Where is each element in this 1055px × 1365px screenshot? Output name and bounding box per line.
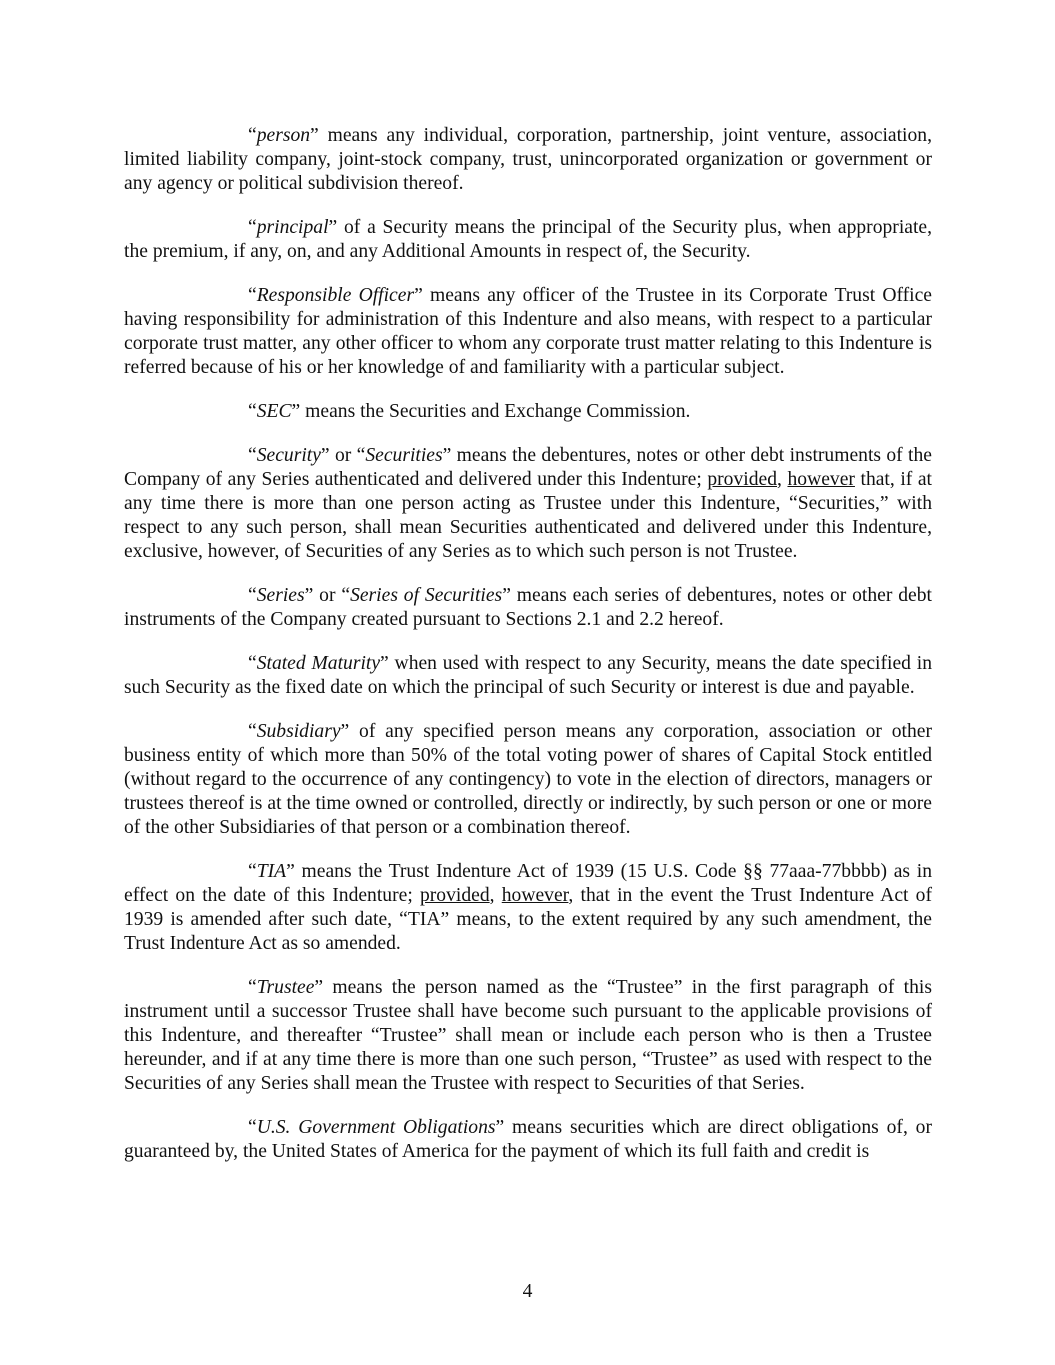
definition-series: “Series” or “Series of Securities” means each series of debentures, notes or other debt instruments of the Company created pursuant to Sections 2.1 and 2.2 hereof.: [124, 585, 932, 630]
definition-security: “Security” or “Securities” means the debentures, notes or other debt instruments of the Company of any Series authenticated and delivered under this Indenture; provided, however that, if at any time there is more than one person acting as Trustee under this Indenture, “Securities,” with respect to any such person, shall mean Securities authenticated and delivered under this Indenture, exclusive, however, of Securities of any Series as to which such person is not Trustee.: [124, 445, 933, 562]
punctuation: ,: [777, 469, 788, 490]
definition-text: means the Securities and Exchange Commission.: [300, 401, 691, 422]
document-page: [124, 124, 932, 1184]
underlined-proviso: however: [501, 885, 569, 906]
defined-term: Stated Maturity: [256, 653, 381, 674]
defined-term: Trustee: [256, 977, 315, 998]
definition-subsidiary: “Subsidiary” of any specified person means any corporation, association or other business entity of which more than 50% of the total voting power of shares of Capital Stock entitled (without regard to the occurrence of any contingency) to vote in the election of directors, managers or trustees thereof is at the time owned or controlled, directly or indirectly, by such person or one or more of the other Subsidiaries of that person or a combination thereof.: [124, 721, 932, 838]
definition-text-continued: , that in the event the Trust Indenture Act of 1939 is amended after such date, “TIA” means, to the extent required by any such amendment, the Trust Indenture Act as so amended.: [124, 885, 932, 954]
definition-text: means securities which are direct obligations of, or guaranteed by, the United States of America for the payment of which its full faith and credit is: [124, 1117, 932, 1162]
definition-us-government-obligations: “U.S. Government Obligations” means securities which are direct obligations of, or guaranteed by, the United States of America for the payment of which its full faith and credit is: [124, 1117, 932, 1162]
defined-term: TIA: [256, 861, 287, 882]
definition-person: “person” means any individual, corporation, partnership, joint venture, association, limited liability company, joint-stock company, trust, unincorporated organization or government or any agency or political subdivision thereof.: [124, 125, 932, 194]
page-number: 4: [522, 1281, 533, 1302]
definition-text: of any specified person means any corporation, association or other business entity of which more than 50% of the total voting power of shares of Capital Stock entitled (without regard to the occurrence of any contingency) to vote in the election of directors, managers or trustees thereof is at the time owned or controlled, directly or indirectly, by such person or one or more of the other Subsidiaries of that person or a combination thereof.: [124, 721, 932, 838]
defined-term: Security: [256, 445, 321, 466]
underlined-proviso: provided: [707, 469, 777, 490]
definition-tia: “TIA” means the Trust Indenture Act of 1939 (15 U.S. Code §§ 77aaa-77bbbb) as in effect on the date of this Indenture; provided, however, that in the event the Trust Indenture Act of 1939 is amended after such date, “TIA” means, to the extent required by any such amendment, the Trust Indenture Act as so amended.: [124, 861, 932, 954]
definition-principal: “principal” of a Security means the principal of the Security plus, when appropriate, the premium, if any, on, and any Additional Amounts in respect of, the Security.: [124, 217, 932, 262]
definition-text: of a Security means the principal of the Security plus, when appropriate, the premium, if any, on, and any Additional Amounts in respect of, the Security.: [124, 217, 932, 262]
punctuation: ,: [489, 885, 502, 906]
definition-trustee: “Trustee” means the person named as the “Trustee” in the first paragraph of this instrument until a successor Trustee shall have become such pursuant to the applicable provisions of this Indenture, and thereafter “Trustee” shall mean or include each person who is then a Trustee hereunder, and if at any time there is more than one such person, “Trustee” as used with respect to the Securities of any Series shall mean the Trustee with respect to Securities of that Series.: [124, 977, 932, 1094]
defined-term-alt: Securities: [365, 445, 443, 466]
defined-term: Subsidiary: [256, 721, 341, 742]
defined-term-alt: Series of Securities: [350, 585, 503, 606]
term-connector: or: [313, 585, 342, 606]
definition-text: when used with respect to any Security, means the date specified in such Security as the fixed date on which the principal of such Security or interest is due and payable.: [124, 653, 932, 698]
definition-text: means the debentures, notes or other debt instruments of the Company of any Series authenticated and delivered under this Indenture;: [124, 445, 932, 490]
underlined-proviso: however: [787, 469, 855, 490]
defined-term: principal: [256, 217, 329, 238]
definition-sec: “SEC” means the Securities and Exchange Commission.: [248, 401, 691, 422]
defined-term: Series: [256, 585, 305, 606]
definition-text: means the person named as the “Trustee” in the first paragraph of this instrument until a successor Trustee shall have become such pursuant to the applicable provisions of this Indenture, and thereafter “Trustee” shall mean or include each person who is then a Trustee hereunder, and if at any time there is more than one such person, “Trustee” as used with respect to the Securities of any Series shall mean the Trustee with respect to Securities of that Series.: [124, 977, 932, 1094]
definition-text: means any officer of the Trustee in its Corporate Trust Office having responsibility for administration of this Indenture and also means, with respect to a particular corporate trust matter, any other officer to whom any corporate trust matter relating to this Indenture is referred because of his or her knowledge of and familiarity with a particular subject.: [124, 285, 932, 378]
defined-term: person: [256, 125, 311, 146]
defined-term: SEC: [256, 401, 292, 422]
definition-text-continued: that, if at any time there is more than one person acting as Trustee under this Indenture, “Securities,” with respect to any such person, shall mean Securities authenticated and delivered under this Indenture, exclusive, however, of Securities of any Series as to which such person is not Trustee.: [124, 469, 933, 562]
definition-responsible-officer: “Responsible Officer” means any officer of the Trustee in its Corporate Trust Office having responsibility for administration of this Indenture and also means, with respect to a particular corporate trust matter, any other officer to whom any corporate trust matter relating to this Indenture is referred because of his or her knowledge of and familiarity with a particular subject.: [124, 285, 932, 378]
definition-text: means any individual, corporation, partnership, joint venture, association, limited liability company, joint-stock company, trust, unincorporated organization or government or any agency or political subdivision thereof.: [124, 125, 932, 194]
underlined-proviso: provided: [419, 885, 490, 906]
term-connector: or: [329, 445, 357, 466]
definition-text: means each series of debentures, notes or other debt instruments of the Company created pursuant to Sections 2.1 and 2.2 hereof.: [124, 585, 932, 630]
defined-term: U.S. Government Obligations: [256, 1117, 496, 1138]
definition-text: means the Trust Indenture Act of 1939 (15 U.S. Code §§ 77aaa-77bbbb) as in effect on the date of this Indenture;: [124, 861, 932, 906]
defined-term: Responsible Officer: [256, 285, 415, 306]
definition-stated-maturity: “Stated Maturity” when used with respect to any Security, means the date specified in such Security as the fixed date on which the principal of such Security or interest is due and payable.: [124, 653, 932, 698]
